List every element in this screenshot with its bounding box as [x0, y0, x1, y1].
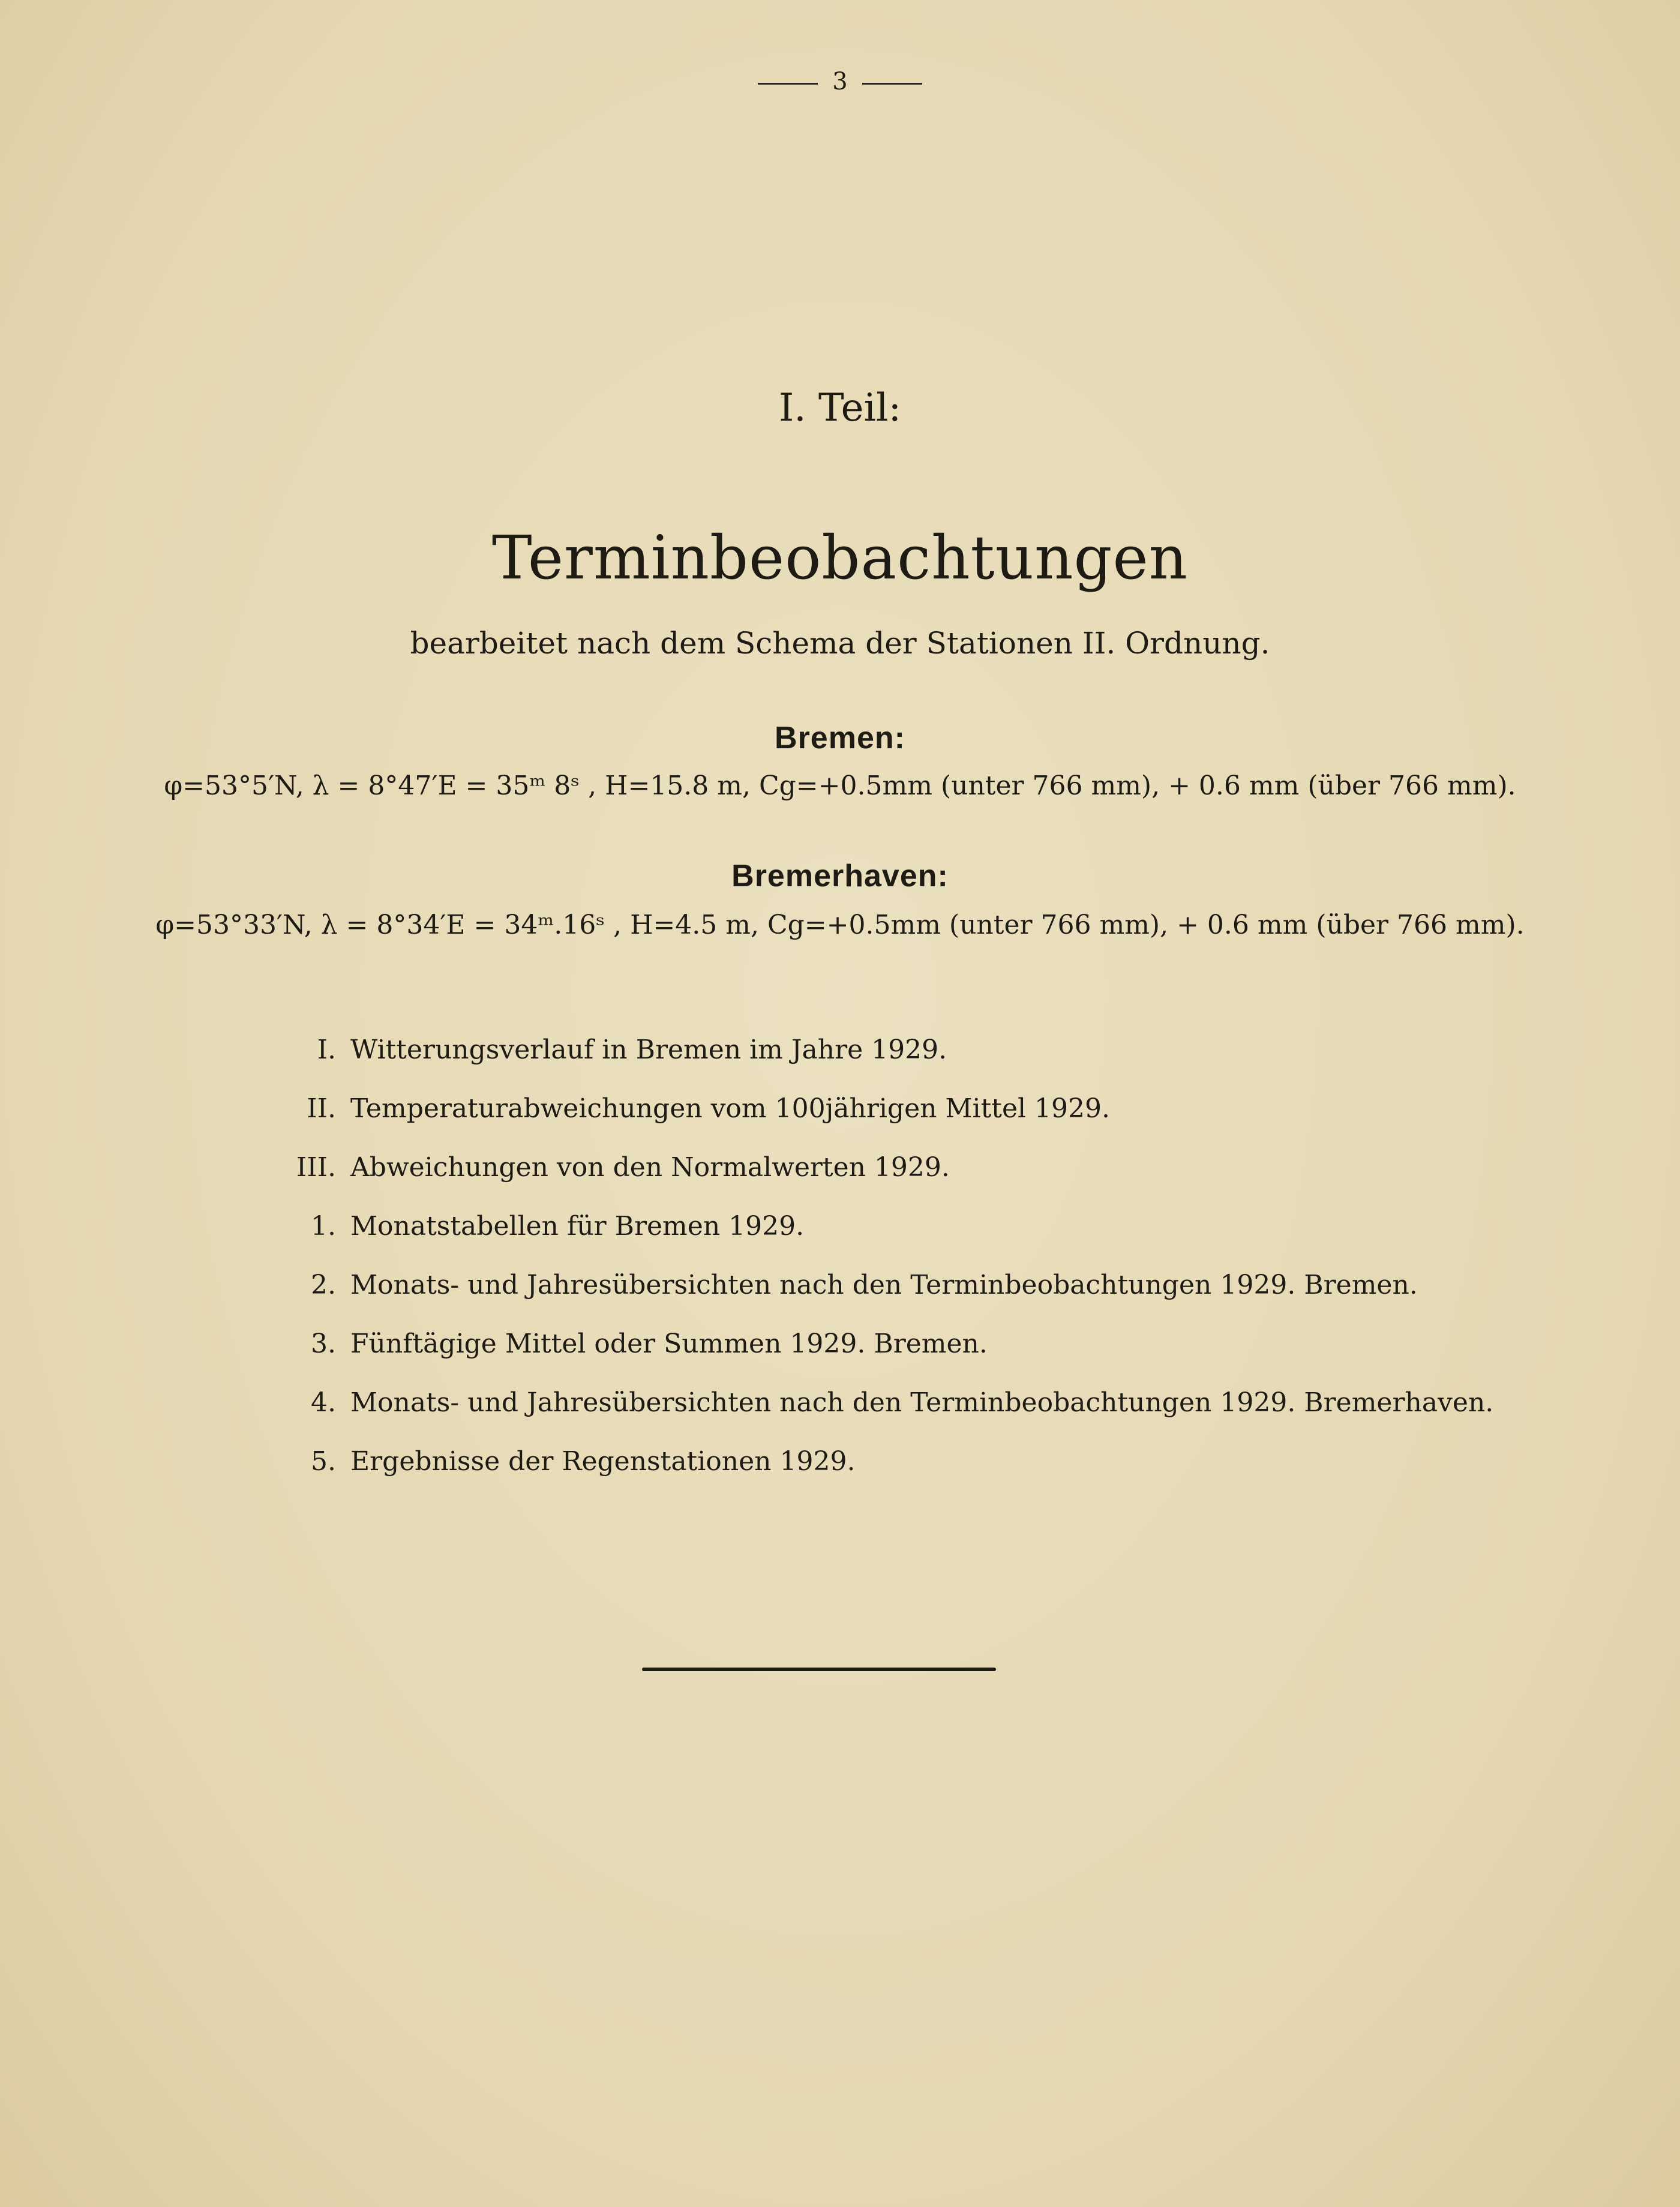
- bottom-rule: [642, 1668, 996, 1671]
- header-left-dash: [758, 83, 818, 85]
- station-coords-bremerhaven: φ=53°33′N, λ = 8°34′E = 34ᵐ.16ˢ , H=4.5 m, Cg=+0.5mm (unter 766 mm), + 0.6 mm (über 766 mm).: [155, 910, 1525, 940]
- contents-item-number: 2.: [311, 1270, 336, 1300]
- station-coords-bremen: φ=53°5′N, λ = 8°47′E = 35ᵐ 8ˢ , H=15.8 m, Cg=+0.5mm (unter 766 mm), + 0.6 mm (über 766 mm).: [164, 770, 1516, 801]
- part-title: I. Teil:: [778, 386, 902, 430]
- contents-item: [0, 1207, 1680, 1246]
- contents-item-text: Ergebnisse der Regenstationen 1929.: [350, 1446, 856, 1477]
- contents-item-text: Monats- und Jahresübersichten nach den Terminbeobachtungen 1929. Bremerhaven.: [350, 1387, 1494, 1418]
- contents-item-text: Witterungsverlauf in Bremen im Jahre 1929.: [350, 1034, 947, 1065]
- contents-item: [0, 1031, 1680, 1069]
- contents-item-number: 5.: [311, 1446, 336, 1477]
- station-name-bremerhaven: Bremerhaven:: [731, 859, 949, 893]
- header-right-dash: [862, 83, 922, 85]
- contents-item-number: I.: [317, 1034, 336, 1065]
- contents-item: [0, 1149, 1680, 1187]
- contents-item: [0, 1325, 1680, 1363]
- contents-item: [0, 1090, 1680, 1128]
- page-number: 3: [832, 68, 848, 95]
- contents-item-text: Abweichungen von den Normalwerten 1929.: [350, 1152, 950, 1183]
- station-name-bremen: Bremen:: [775, 721, 905, 755]
- contents-item-text: Monats- und Jahresübersichten nach den Terminbeobachtungen 1929. Bremen.: [350, 1270, 1418, 1300]
- contents-item-text: Monatstabellen für Bremen 1929.: [350, 1211, 805, 1242]
- page-number-header: [0, 67, 1680, 96]
- contents-item-number: 4.: [311, 1387, 336, 1418]
- main-title: Terminbeobachtungen: [491, 523, 1189, 593]
- contents-item-number: II.: [307, 1093, 336, 1124]
- contents-item-text: Fünftägige Mittel oder Summen 1929. Bremen.: [350, 1329, 988, 1359]
- contents-item-number: 1.: [311, 1211, 336, 1242]
- contents-item-number: 3.: [311, 1329, 336, 1359]
- contents-item: [0, 1443, 1680, 1481]
- contents-item: [0, 1266, 1680, 1305]
- contents-item-text: Temperaturabweichungen vom 100jährigen Mittel 1929.: [350, 1093, 1111, 1124]
- contents-item-number: III.: [296, 1152, 336, 1183]
- contents-item: [0, 1384, 1680, 1422]
- subtitle: bearbeitet nach dem Schema der Stationen II. Ordnung.: [410, 626, 1270, 661]
